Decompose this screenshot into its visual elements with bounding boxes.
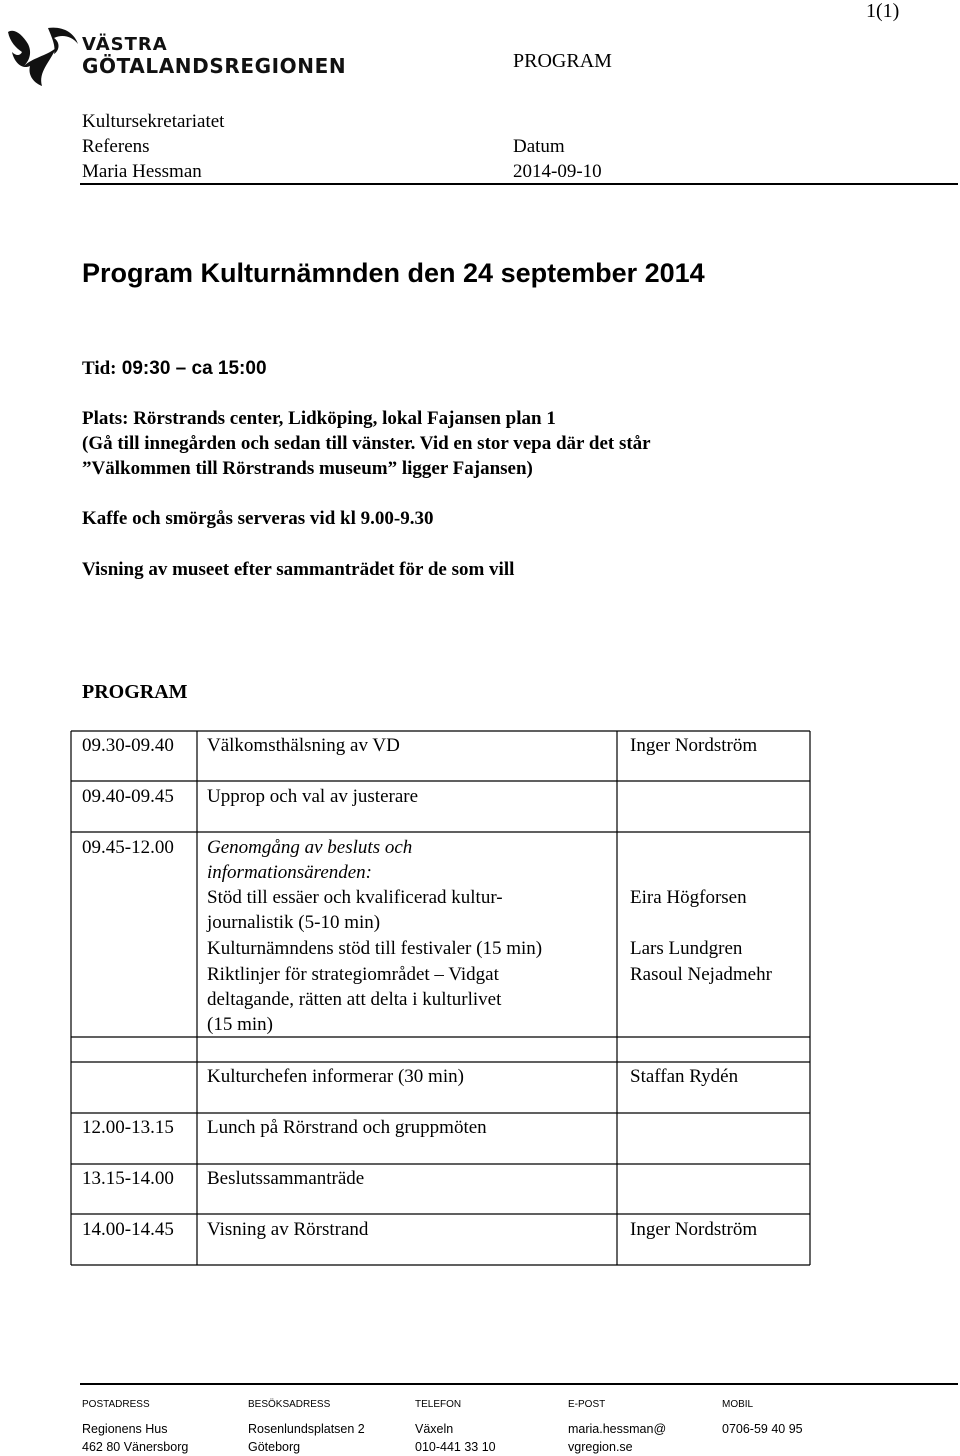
row4-time: 12.00-13.15 bbox=[82, 1117, 174, 1138]
row5-time: 13.15-14.00 bbox=[82, 1168, 174, 1189]
row3-sub4-person: Staffan Rydén bbox=[630, 1066, 739, 1087]
footer-email-1: maria.hessman@ bbox=[568, 1422, 667, 1436]
row3-sub2-person: Lars Lundgren bbox=[630, 938, 743, 959]
place-label: Plats: bbox=[82, 408, 129, 429]
page-number: 1(1) bbox=[866, 0, 900, 22]
footer-post-1: Regionens Hus bbox=[82, 1422, 168, 1436]
row1-person: Inger Nordström bbox=[630, 735, 758, 756]
footer-phone-1: Växeln bbox=[415, 1422, 454, 1436]
footer-label-phone: TELEFON bbox=[415, 1399, 462, 1410]
row6-time: 14.00-14.45 bbox=[82, 1219, 174, 1240]
document-type: PROGRAM bbox=[513, 50, 612, 72]
time-value: 09:30 – ca 15:00 bbox=[116, 358, 267, 379]
row3-sub3-2: deltagande, rätten att delta i kulturlivet bbox=[207, 989, 502, 1010]
coffee-note: Kaffe och smörgås serveras vid kl 9.00-9.30 bbox=[82, 508, 434, 529]
footer-rule bbox=[80, 1383, 958, 1385]
date-value: 2014-09-10 bbox=[513, 161, 602, 182]
place-directions-2: ”Välkommen till Rörstrands museum” ligger Fajansen) bbox=[82, 458, 533, 479]
row3-sub1-person: Eira Högforsen bbox=[630, 887, 747, 908]
place-directions-1: (Gå till innegården och sedan till vänster. Vid en stor vepa där det står bbox=[82, 433, 651, 454]
footer-post-2: 462 80 Vänersborg bbox=[82, 1440, 189, 1454]
footer-visit-1: Rosenlundsplatsen 2 bbox=[248, 1422, 365, 1436]
footer-email-2: vgregion.se bbox=[568, 1440, 633, 1454]
row1-item: Välkomsthälsning av VD bbox=[207, 735, 400, 756]
organization-logo bbox=[0, 18, 347, 98]
row3-sub3-1: Riktlinjer för strategiområdet – Vidgat bbox=[207, 964, 499, 985]
program-heading: PROGRAM bbox=[82, 681, 188, 703]
time-line bbox=[82, 356, 267, 381]
footer-label-post: POSTADRESS bbox=[82, 1399, 150, 1410]
footer-phone-2: 010-441 33 10 bbox=[415, 1440, 496, 1454]
header-rule bbox=[80, 183, 958, 185]
reference-label: Referens bbox=[82, 136, 150, 157]
row6-item: Visning av Rörstrand bbox=[207, 1219, 369, 1240]
row2-time: 09.40-09.45 bbox=[82, 786, 174, 807]
row4-item: Lunch på Rörstrand och gruppmöten bbox=[207, 1117, 487, 1138]
row3-sub2: Kulturnämndens stöd till festivaler (15 min) bbox=[207, 938, 543, 959]
row1-time: 09.30-09.40 bbox=[82, 735, 174, 756]
footer-label-email: E-POST bbox=[568, 1399, 606, 1410]
row3-time: 09.45-12.00 bbox=[82, 837, 174, 858]
row6-person: Inger Nordström bbox=[630, 1219, 758, 1240]
time-label: Tid: bbox=[82, 358, 117, 379]
row5-item: Beslutssammanträde bbox=[207, 1168, 365, 1189]
department: Kultursekretariatet bbox=[82, 111, 225, 132]
footer-visit-2: Göteborg bbox=[248, 1440, 301, 1454]
row3-heading-2: informationsärenden: bbox=[207, 862, 373, 883]
tour-note: Visning av museet efter sammanträdet för de som vill bbox=[82, 559, 515, 580]
place-line bbox=[82, 406, 556, 431]
footer-label-visit: BESÖKSADRESS bbox=[248, 1399, 331, 1410]
row3-sub3-person: Rasoul Nejadmehr bbox=[630, 964, 772, 985]
row3-heading-1: Genomgång av besluts och bbox=[207, 837, 413, 858]
place-value: Rörstrands center, Lidköping, lokal Fajansen plan 1 bbox=[128, 408, 556, 429]
row3-sub4: Kulturchefen informerar (30 min) bbox=[207, 1066, 464, 1087]
footer-mobile-1: 0706-59 40 95 bbox=[722, 1422, 803, 1436]
org-name-line1: VÄSTRA bbox=[82, 34, 168, 55]
footer-label-mobile: MOBIL bbox=[722, 1399, 754, 1410]
reference-value: Maria Hessman bbox=[82, 161, 202, 182]
row2-item: Upprop och val av justerare bbox=[207, 786, 419, 807]
date-label: Datum bbox=[513, 136, 565, 157]
document-title: Program Kulturnämnden den 24 september 2014 bbox=[82, 258, 705, 288]
vgr-emblem-icon bbox=[2, 22, 82, 102]
row3-sub1-2: journalistik (5-10 min) bbox=[207, 912, 381, 933]
row3-sub1-1: Stöd till essäer och kvalificerad kultur- bbox=[207, 887, 503, 908]
org-name-line2: GÖTALANDSREGIONEN bbox=[82, 54, 347, 78]
row3-sub3-3: (15 min) bbox=[207, 1014, 273, 1035]
